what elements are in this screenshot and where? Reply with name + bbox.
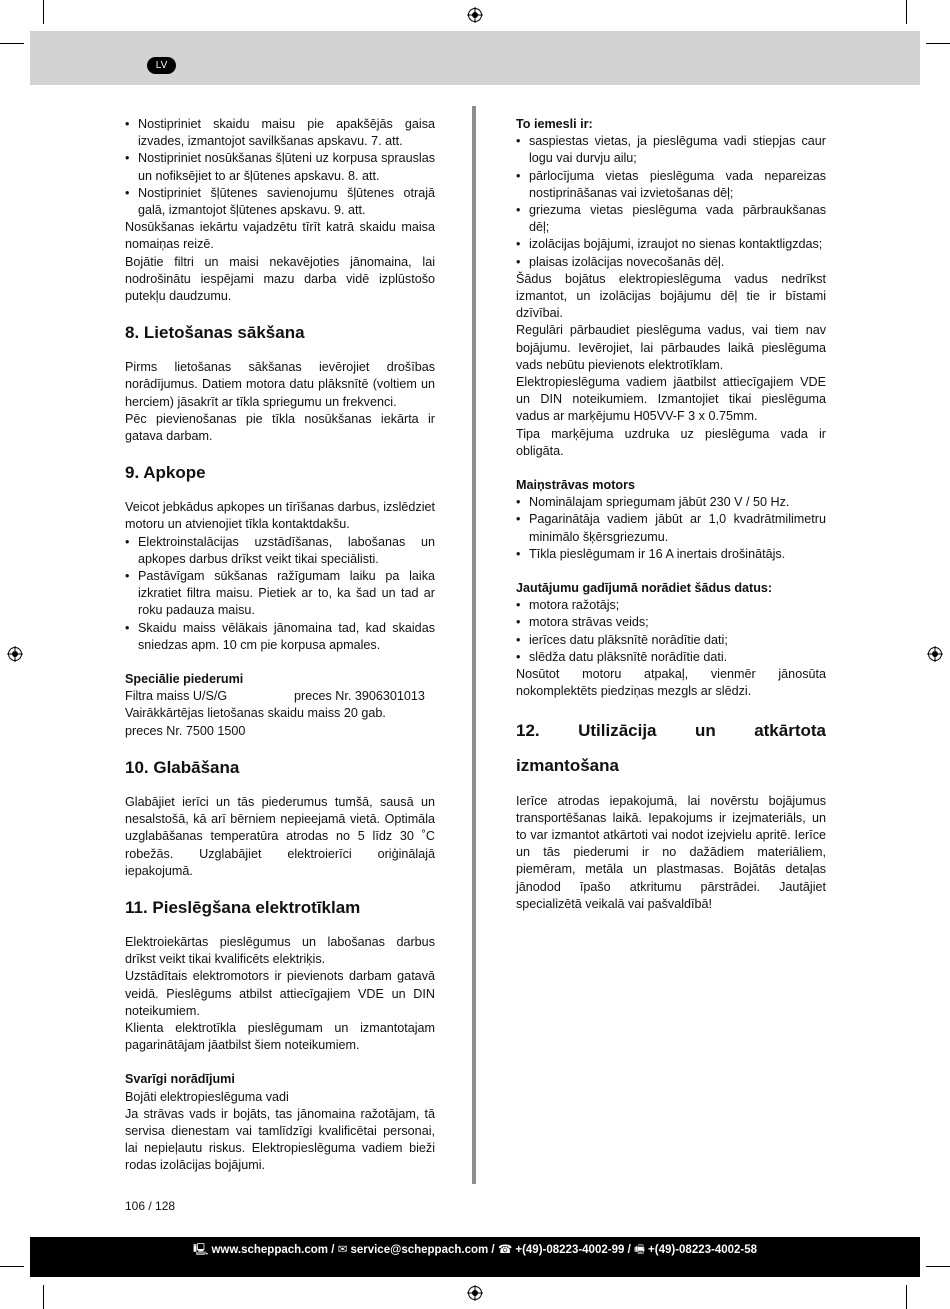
section-heading-startup: 8. Lietošanas sākšana <box>125 323 305 343</box>
list-item: • Nostipriniet šļūtenes savienojumu šļūtenes otrajā galā, izmantojot šļūtenes apskavu. 9. att. <box>125 185 435 219</box>
page-number: 106 / 128 <box>125 1199 176 1213</box>
list-item: • izolācijas bojājumi, izraujot no sienas kontaktligzdas; <box>516 236 826 253</box>
paragraph: Ierīce atrodas iepakojumā, lai novērstu bojājumus transportēšanas laikā. Iepakojums ir izejmateriāls, un to var izmantot atkārtoti vai nodot izejvielu apritē. Ierīce un tās piederumi ir no dažādiem materiāliem, piemēram, metāla un plastmasas. Bojātās detaļas jānodod īpašo atkritumu pārstrādei. Jautājiet specializētā veikalā vai pašvaldībā! <box>516 793 826 911</box>
crop-mark <box>926 43 950 44</box>
left-column <box>125 116 435 1175</box>
list-item: • motora ražotājs; <box>516 597 826 614</box>
intro-bullet-list <box>125 116 435 219</box>
maintenance-bullet-list <box>125 534 435 654</box>
list-item: • slēdža datu plāksnītē norādītie dati. <box>516 649 826 666</box>
ac-motor-bullet-list <box>516 494 826 563</box>
paragraph: Ja strāvas vads ir bojāts, tas jānomaina ražotājam, tā servisa dienestam vai tamlīdzīgi kvalificētai personai, lai nepieļautu riskus. Elektropieslēguma vadiem bieži rodas izolācijas bojājumi. <box>125 1106 435 1173</box>
list-item: • saspiestas vietas, ja pieslēguma vadi stiepjas caur logu vai durvju ailu; <box>516 133 826 167</box>
list-item: • griezuma vietas pieslēguma vada pārbraukšanas dēļ; <box>516 202 826 236</box>
fax-number: +(49)-08223-4002-58 <box>648 1244 758 1256</box>
accessory-number: preces Nr. 7500 1500 <box>125 723 246 738</box>
section-heading-electrical: 11. Pieslēgšana elektrotīklam <box>125 897 361 917</box>
list-item: • Nostipriniet skaidu maisu pie apakšējās gaisa izvades, izmantojot savilkšanas apskavu. 7. att. <box>125 116 435 150</box>
subheading-reasons: To iemesli ir: <box>516 117 593 131</box>
column-divider <box>472 106 476 1184</box>
right-column <box>516 116 826 913</box>
questions-bullet-list <box>516 597 826 666</box>
registration-mark-icon <box>7 646 23 662</box>
subheading-important-notes: Svarīgi norādījumi <box>125 1072 235 1087</box>
list-item: • Elektroinstalācijas uzstādīšanas, labošanas un apkopes darbus drīkst veikt tikai speciālisti. <box>125 534 435 568</box>
registration-mark-icon <box>467 1285 483 1301</box>
computer-icon: 🖳 <box>192 1244 209 1256</box>
paragraph: Nosūtot motoru atpakaļ, vienmēr jānosūta nokomplektēts piedziņas mezgls ar slēdzi. <box>516 667 826 699</box>
accessory-row <box>125 688 435 705</box>
email-link[interactable]: service@scheppach.com / <box>350 1244 495 1256</box>
list-item: • Tīkla pieslēgumam ir 16 A inertais drošinātājs. <box>516 546 826 563</box>
list-item: • Nominālajam spriegumam jābūt 230 V / 50 Hz. <box>516 494 826 511</box>
website-link[interactable]: www.scheppach.com / <box>211 1244 335 1256</box>
phone-number: +(49)-08223-4002-99 / <box>515 1244 631 1256</box>
subheading-accessories: Speciālie piederumi <box>125 672 244 687</box>
section-heading-maintenance: 9. Apkope <box>125 463 206 483</box>
registration-mark-icon <box>927 646 943 662</box>
list-item: • Pagarinātāja vadiem jābūt ar 1,0 kvadrātmilimetru minimālo šķērsgriezumu. <box>516 511 826 545</box>
paragraph: Elektropieslēguma vadiem jāatbilst attiecīgajiem VDE un DIN noteikumiem. Izmantojiet tikai pieslēguma vadus ar marķējumu H05VV-F 3 x 0.75mm. <box>516 375 826 424</box>
list-item: • Skaidu maiss vēlākais jānomaina tad, kad skaidas sniedzas apm. 10 cm pie korpusa apmales. <box>125 620 435 654</box>
crop-mark <box>43 0 44 24</box>
paragraph: Regulāri pārbaudiet pieslēguma vadus, vai tiem nav bojājumu. Ievērojiet, lai pārbaudes laikā pieslēguma vads nebūtu pievienots elektrotīklam. <box>516 323 826 372</box>
section-heading-part: izmantošana <box>516 755 619 775</box>
accessory-number: preces Nr. 3906301013 <box>294 689 425 704</box>
section-heading-disposal <box>516 713 826 783</box>
paragraph: Bojāti elektropieslēguma vadi <box>125 1089 289 1104</box>
paragraph: Nosūkšanas iekārtu vajadzētu tīrīt katrā skaidu maisa nomaiņas reizē. <box>125 220 435 252</box>
crop-mark <box>0 1266 24 1267</box>
list-item: • motora strāvas veids; <box>516 614 826 631</box>
paragraph: Glabājiet ierīci un tās piederumus tumšā, sausā un nesalstošā, kā arī bērniem nepieejamā vietā. Optimāla uzglabāšanas temperatūra atrodas no 5 līdz 30 ˚C robežās. Uzglabājiet elektroierīci oriģinālajā iepakojumā. <box>125 794 435 878</box>
reasons-bullet-list <box>516 133 826 271</box>
list-item: • Pastāvīgam sūkšanas ražīgumam laiku pa laika izkratiet filtra maisu. Pietiek ar to, ka šad un tad ar roku padauza maisu. <box>125 568 435 620</box>
list-item: • Nostipriniet nosūkšanas šļūteni uz korpusa sprauslas un nofiksējiet to ar šļūtenes apskavu. 8. att. <box>125 150 435 184</box>
accessory-name: Vairākkārtējas lietošanas skaidu maiss 20 gab. <box>125 706 386 721</box>
subheading-questions: Jautājumu gadījumā norādiet šādus datus: <box>516 581 773 596</box>
fax-icon: 🖷 <box>633 1244 645 1256</box>
paragraph: Šādus bojātus elektropieslēguma vadus nedrīkst izmantot, un izolācijas bojājumu dēļ tie ir bīstami dzīvībai. <box>516 271 826 321</box>
registration-mark-icon <box>467 7 483 23</box>
paragraph: Veicot jebkādus apkopes un tīrīšanas darbus, izslēdziet motoru un atvienojiet tīkla kontaktdakšu. <box>125 500 435 532</box>
accessory-name: Filtra maiss U/S/G <box>125 689 228 704</box>
list-item: • plaisas izolācijas novecošanās dēļ. <box>516 254 826 271</box>
paragraph: Uzstādītais elektromotors ir pievienots darbam gatavā veidā. Pieslēgums atbilst attiecīgajiem VDE un DIN noteikumiem. <box>125 969 435 1018</box>
section-heading-part: 12. Utilizācija un atkārtota <box>516 720 826 740</box>
paragraph: Klienta elektrotīkla pieslēgumam un izmantotajam pagarinātājam jāatbilst šiem noteikumiem. <box>125 1020 435 1053</box>
crop-mark <box>926 1266 950 1267</box>
phone-icon: ☎ <box>497 1244 513 1256</box>
paragraph: Tipa marķējuma uzdruka uz pieslēguma vada ir obligāta. <box>516 426 826 458</box>
paragraph: Elektroiekārtas pieslēgumus un labošanas darbus drīkst veikt tikai kvalificēts elektriķis. <box>125 934 435 967</box>
mail-icon: ✉ <box>337 1244 348 1256</box>
language-badge: LV <box>147 57 176 74</box>
list-item: • ierīces datu plāksnītē norādītie dati; <box>516 632 826 649</box>
crop-mark <box>0 43 24 44</box>
paragraph: Pēc pievienošanas pie tīkla nosūkšanas iekārta ir gatava darbam. <box>125 411 435 444</box>
paragraph: Pirms lietošanas sākšanas ievērojiet drošības norādījumus. Datiem motora datu plāksnītē (voltiem un herciem) jāsakrīt ar tīkla spriegumu un frekvenci. <box>125 360 435 409</box>
list-item: • pārlocījuma vietas pieslēguma vada nepareizas nostiprināšanas vai izvietošanas dēļ; <box>516 168 826 202</box>
subheading-ac-motor: Maiņstrāvas motors <box>516 478 635 493</box>
section-heading-storage: 10. Glabāšana <box>125 757 240 777</box>
crop-mark <box>906 1285 907 1309</box>
paragraph: Bojātie filtri un maisi nekavējoties jānomaina, lai nodrošinātu iespējami mazu darba vidē izplūstošo putekļu daudzumu. <box>125 254 435 304</box>
crop-mark <box>43 1285 44 1309</box>
footer-contact-bar <box>30 1237 920 1277</box>
crop-mark <box>906 0 907 24</box>
